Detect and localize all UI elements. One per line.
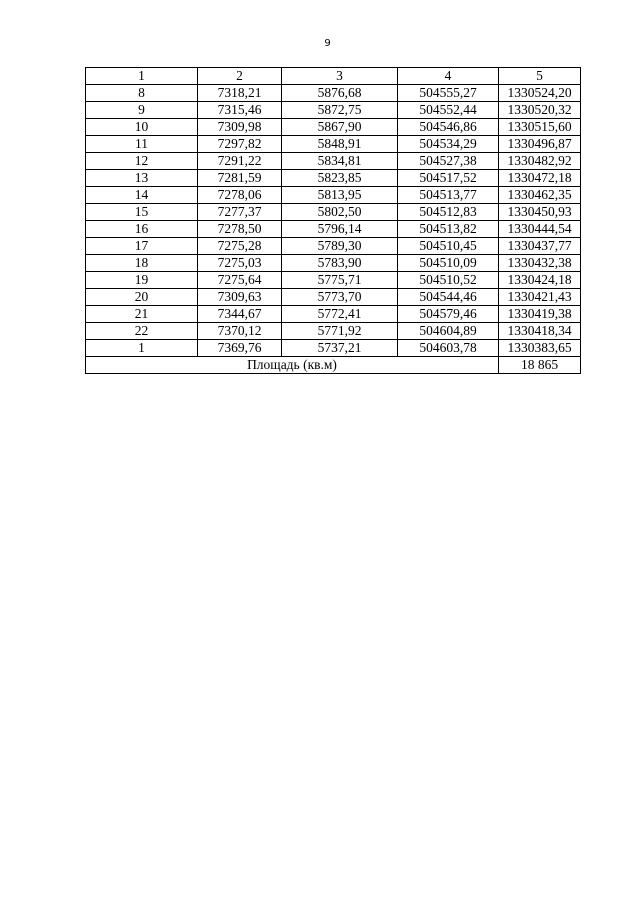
table-row [86,204,581,221]
table-row [86,289,581,306]
table-cell: 5772,41 [282,306,398,323]
table-cell: 20 [86,289,198,306]
table-cell: 21 [86,306,198,323]
table-row [86,306,581,323]
table-cell: 7318,21 [198,85,282,102]
table-cell: 8 [86,85,198,102]
table-cell: 1330419,38 [499,306,581,323]
table-cell: 7369,76 [198,340,282,357]
table-row [86,323,581,340]
table-cell: 1330520,32 [499,102,581,119]
table-row [86,153,581,170]
table-cell: 1330472,18 [499,170,581,187]
table-cell: 504555,27 [398,85,499,102]
header-cell: 5 [499,68,581,85]
table-cell: 7275,64 [198,272,282,289]
table-cell: 1330496,87 [499,136,581,153]
table-cell: 504510,45 [398,238,499,255]
table-cell: 5775,71 [282,272,398,289]
coordinates-table-body [86,68,581,357]
table-cell: 7275,28 [198,238,282,255]
table-cell: 7370,12 [198,323,282,340]
table-row [86,272,581,289]
table-cell: 1330421,43 [499,289,581,306]
header-cell: 2 [198,68,282,85]
coordinates-table [85,67,581,374]
table-cell: 14 [86,187,198,204]
table-cell: 12 [86,153,198,170]
table-cell: 1330418,34 [499,323,581,340]
table-cell: 7277,37 [198,204,282,221]
table-cell: 5813,95 [282,187,398,204]
table-cell: 5771,92 [282,323,398,340]
table-cell: 504513,82 [398,221,499,238]
table-cell: 7309,98 [198,119,282,136]
table-row [86,187,581,204]
table-cell: 19 [86,272,198,289]
page-number: 9 [324,38,331,49]
table-cell: 504579,46 [398,306,499,323]
table-cell: 1330437,77 [499,238,581,255]
table-cell: 504552,44 [398,102,499,119]
table-cell: 5773,70 [282,289,398,306]
table-cell: 7291,22 [198,153,282,170]
table-cell: 7315,46 [198,102,282,119]
table-cell: 5848,91 [282,136,398,153]
table-cell: 7344,67 [198,306,282,323]
table-row [86,85,581,102]
table-cell: 504546,86 [398,119,499,136]
table-cell: 1330424,18 [499,272,581,289]
table-cell: 9 [86,102,198,119]
table-cell: 18 [86,255,198,272]
table-cell: 7278,06 [198,187,282,204]
table-cell: 1330482,92 [499,153,581,170]
table-cell: 1 [86,340,198,357]
area-value: 18 865 [499,357,581,374]
header-cell: 1 [86,68,198,85]
table-cell: 7297,82 [198,136,282,153]
table-cell: 5834,81 [282,153,398,170]
table-cell: 5796,14 [282,221,398,238]
table-cell: 16 [86,221,198,238]
header-cell: 4 [398,68,499,85]
table-cell: 22 [86,323,198,340]
table-row [86,102,581,119]
table-cell: 5802,50 [282,204,398,221]
area-label: Площадь (кв.м) [86,357,499,374]
table-row [86,170,581,187]
table-cell: 10 [86,119,198,136]
table-header-row [86,68,581,85]
table-cell: 5789,30 [282,238,398,255]
table-cell: 5876,68 [282,85,398,102]
table-cell: 1330450,93 [499,204,581,221]
table-cell: 17 [86,238,198,255]
table-cell: 504510,52 [398,272,499,289]
table-cell: 1330444,54 [499,221,581,238]
table-cell: 5783,90 [282,255,398,272]
table-cell: 504510,09 [398,255,499,272]
table-cell: 504534,29 [398,136,499,153]
table-cell: 13 [86,170,198,187]
table-cell: 5823,85 [282,170,398,187]
table-cell: 15 [86,204,198,221]
table-cell: 1330515,60 [499,119,581,136]
table-cell: 1330432,38 [499,255,581,272]
table-row [86,136,581,153]
table-cell: 504544,46 [398,289,499,306]
table-cell: 504604,89 [398,323,499,340]
header-cell: 3 [282,68,398,85]
table-cell: 7281,59 [198,170,282,187]
table-cell: 504517,52 [398,170,499,187]
table-cell: 7278,50 [198,221,282,238]
table-row [86,221,581,238]
table-cell: 1330524,20 [499,85,581,102]
table-cell: 1330383,65 [499,340,581,357]
table-row [86,255,581,272]
table-row [86,340,581,357]
table-cell: 504527,38 [398,153,499,170]
table-cell: 7275,03 [198,255,282,272]
table-cell: 504603,78 [398,340,499,357]
area-row [86,357,581,374]
table-cell: 5737,21 [282,340,398,357]
table-row [86,119,581,136]
table-cell: 1330462,35 [499,187,581,204]
table-cell: 504512,83 [398,204,499,221]
table-cell: 504513,77 [398,187,499,204]
table-cell: 7309,63 [198,289,282,306]
table-row [86,238,581,255]
table-cell: 5867,90 [282,119,398,136]
table-cell: 11 [86,136,198,153]
table-cell: 5872,75 [282,102,398,119]
